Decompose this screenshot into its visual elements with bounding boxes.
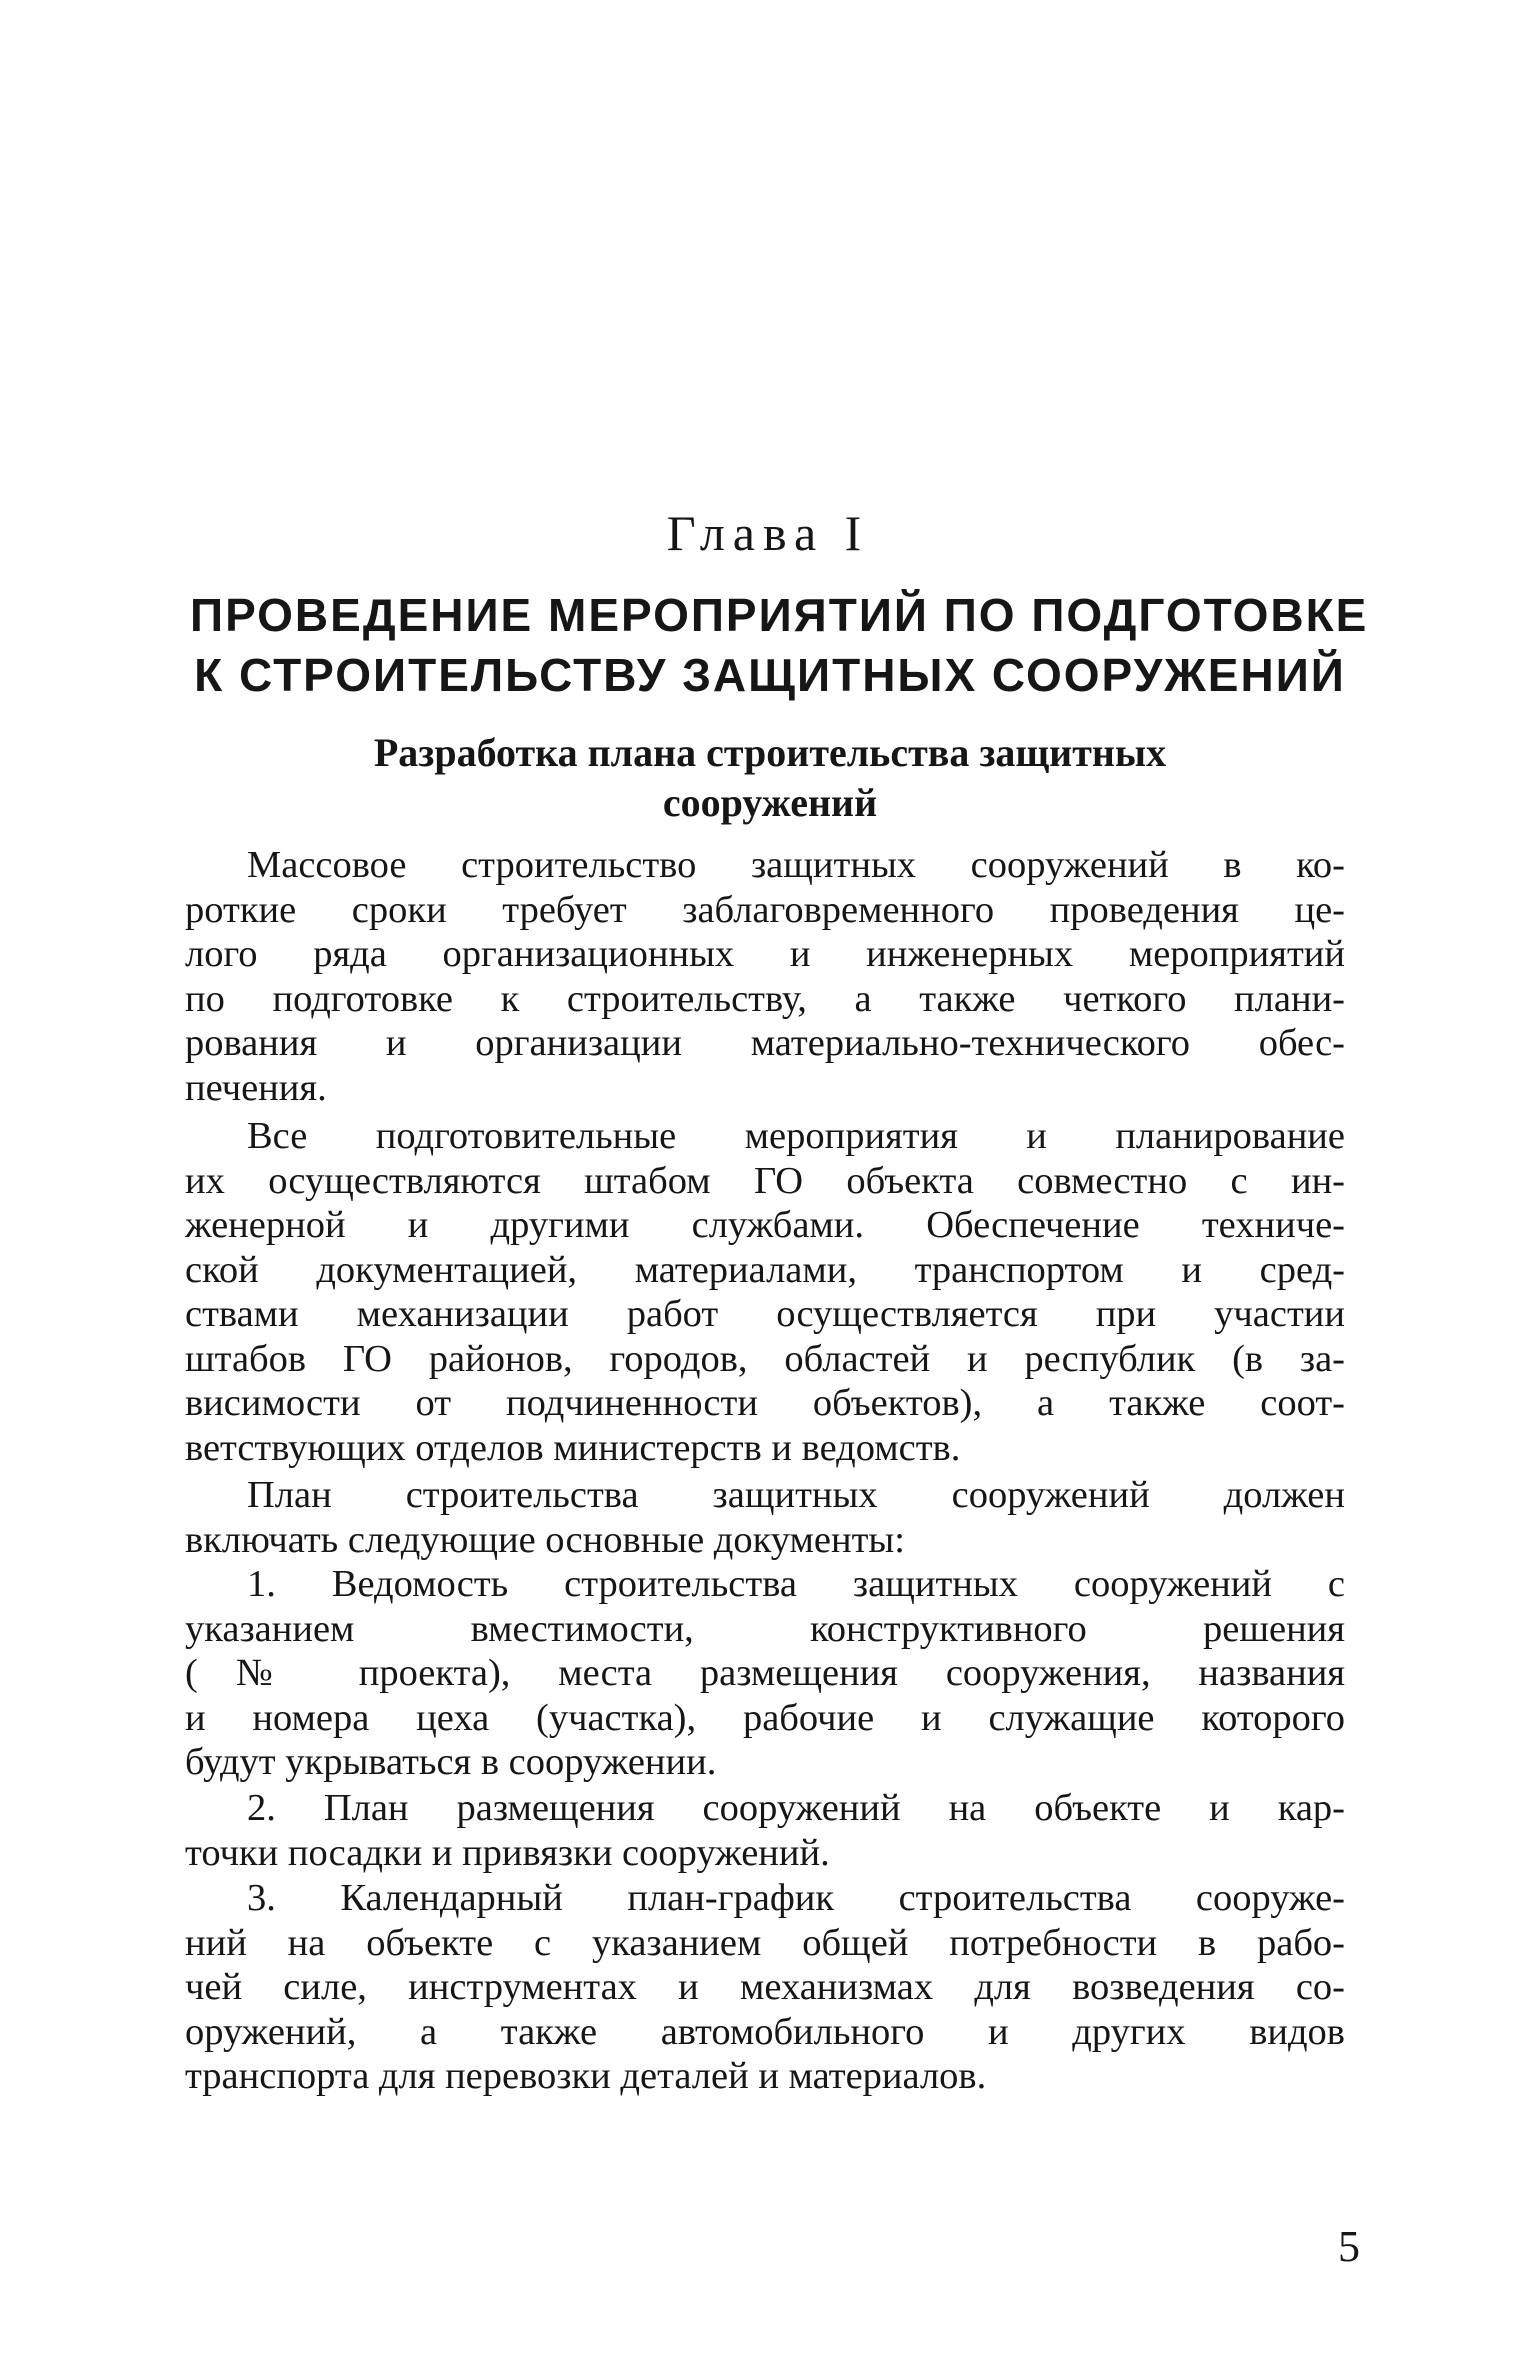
text-line: рования и организации материально-технического обес- [185,1022,1345,1064]
text-line: штабов ГО районов, городов, областей и республик (в за- [185,1337,1345,1380]
text-line: лого ряда организационных и инженерных мероприятий [185,933,1345,975]
chapter-label: Глава I [666,505,870,561]
paragraph-1 [185,843,1345,1110]
text-line: будут укрываться в сооружении. [185,1741,717,1783]
text-line: План строительства защитных сооружений должен [247,1474,1345,1516]
text-line: печения. [185,1066,327,1109]
text-line: по подготовке к строительству, а также четкого плани- [185,977,1345,1020]
text-line: роткие сроки требует заблаговременного проведения це- [185,888,1345,931]
section-title [230,728,1310,828]
chapter-title-line: К СТРОИТЕЛЬСТВУ ЗАЩИТНЫХ СООРУЖЕНИЙ [194,649,1346,701]
text-line: висимости от подчиненности объектов), а также соот- [185,1382,1345,1424]
text-line: и номера цеха (участка), рабочие и служащие которого [185,1696,1345,1739]
paragraph-2 [185,1114,1345,1470]
text-line: точки посадки и привязки сооружений. [185,1831,830,1874]
text-line: 3. Календарный план-график строительства сооруже- [247,1877,1345,1919]
text-line: указанием вместимости, конструктивного решения [185,1607,1345,1650]
section-title-line: Разработка плана строительства защитных [373,730,1167,775]
text-line: женерной и другими службами. Обеспечение техниче- [185,1204,1345,1246]
list-item-2 [185,1786,1345,1875]
text-line: ской документацией, материалами, транспортом и сред- [185,1248,1345,1291]
text-line: ветствующих отделов министерств и ведомств. [185,1426,961,1469]
text-line: ний на объекте с указанием общей потребности в рабо- [185,1921,1345,1964]
text-line: чей силе, инструментах и механизмах для возведения со- [185,1966,1345,2008]
paragraph-3 [185,1473,1345,1562]
section-title-line: сооружений [662,780,878,825]
chapter-title [190,585,1369,705]
list-item-3 [185,1876,1345,2099]
chapter-title-line: ПРОВЕДЕНИЕ МЕРОПРИЯТИЙ ПО ПОДГОТОВКЕ [190,589,1369,641]
text-line: 1. Ведомость строительства защитных сооружений с [247,1563,1345,1605]
text-line: (№ проекта), места размещения сооружения, названия [185,1652,1345,1694]
page-number: 5 [1338,2222,1360,2271]
text-line: включать следующие основные документы: [185,1518,905,1561]
text-line: транспорта для перевозки деталей и материалов. [185,2055,987,2097]
text-line: оружений, а также автомобильного и других видов [185,2010,1345,2053]
text-line: Массовое строительство защитных сооружений в ко- [247,844,1345,886]
text-line: их осуществляются штабом ГО объекта совместно с ин- [185,1159,1345,1202]
text-line: Все подготовительные мероприятия и планирование [247,1115,1345,1157]
list-item-1 [185,1562,1345,1785]
text-line: 2. План размещения сооружений на объекте и кар- [247,1787,1345,1829]
text-line: ствами механизации работ осуществляется при участии [185,1293,1345,1335]
